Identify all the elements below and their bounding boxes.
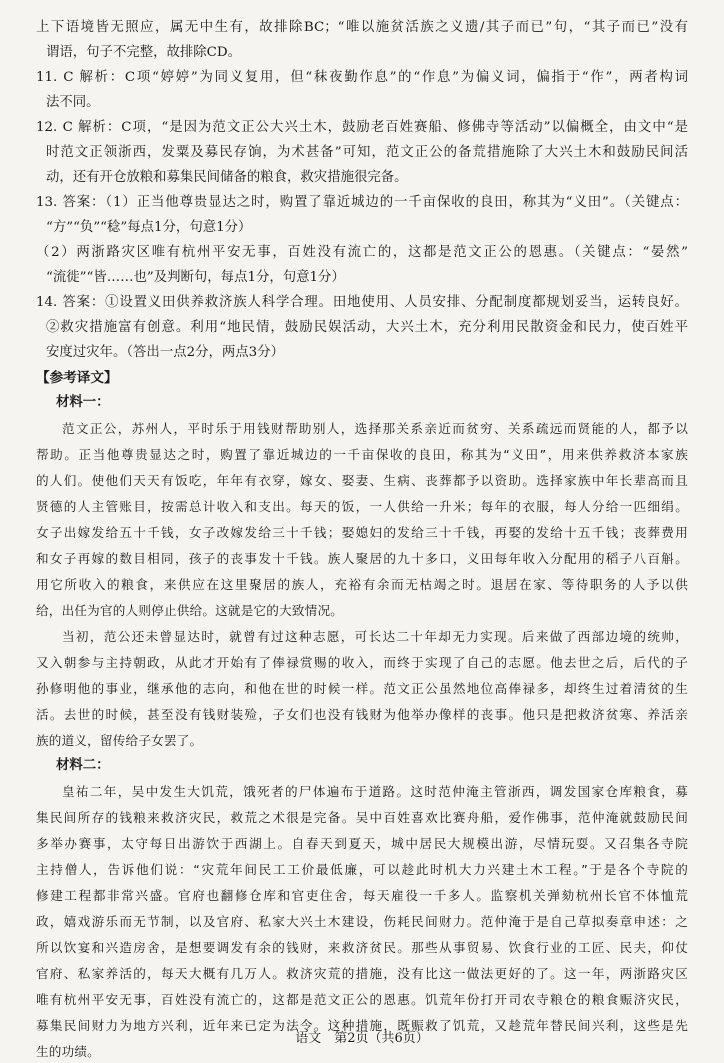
answer-line: 13. 答案：（1）正当他尊贵显达之时，购置了靠近城边的一千亩保收的良田，称其为“义田”。（关键点： [36,195,688,210]
answer-line: 谓语，句子不完整，故排除CD。 [46,45,242,60]
translation-line: 贤德的人主管账目，按需总计收入和支出。每天的饭，一人供给一升米；每年的衣服，每人分给一匹细绢。 [36,499,688,514]
translation-line: 生的功绩。 [36,1044,100,1059]
answer-line: 法不同。 [46,95,100,110]
translation-line: 集民间所存的钱粮来救济灾民，救荒之术很是完备。吴中百姓喜欢比赛舟船，爱作佛事，范仲淹就鼓励民间 [36,810,688,825]
answer-line: （2）两浙路灾区唯有杭州平安无事，百姓没有流亡的，这都是范文正公的恩惠。（关键点：“晏然” [36,245,688,260]
answer-line: ②救灾措施富有创意。利用“地民情，鼓励民娱活动，大兴土木，充分利用民散资金和民力，使百姓平 [46,320,688,335]
translation-line: 皇祐二年，吴中发生大饥荒，饿死者的尸体遍布于道路。这时范仲淹主管浙西，调发国家仓库粮食，募 [62,784,688,799]
page-footer: 语文 第2页（共6页） [295,1031,429,1046]
answer-line: 安度过灾年。（答出一点2分，两点3分） [46,345,284,360]
answer-line: 12. C 解析：C项，“是因为范文正公大兴土木，鼓励老百姓赛船、修佛寺等活动”以偏概全，由文中“是 [36,120,688,135]
translation-line: 主持僧人，告诉他们说：“灾荒年间民工工价最低廉，可以趁此时机大力兴建土木工程。”于是各个寺院的 [36,862,688,877]
translation-line: 唯有杭州平安无事，百姓没有流亡的，这都是范文正公的恩惠。饥荒年份打开司农寺粮仓的粮食赈济灾民， [36,992,688,1007]
answer-line: 上下语境皆无照应，属无中生有，故排除BC；“唯以施贫活族之义遗/其子而已”句，“其子而已”没有 [36,20,688,35]
translation-line: 又入朝参与主持朝政，从此才开始有了俸禄赏赐的收入，而终于实现了自己的志愿。他去世之后，后代的子 [36,655,688,670]
translation-line: 范文正公，苏州人，平时乐于用钱财帮助别人，选择那关系亲近而贫穷、关系疏远而贤能的人，都予以 [62,421,688,436]
material2-title: 材料二： [56,758,110,773]
answer-line: 11. C 解析：C项“婷婷”为同义复用，但“秣夜勤作息”的“作息”为偏义词，偏指于“作”，两者构词 [36,70,688,85]
translation-line: 和女子再嫁的数目相同，孩子的丧事发十千钱。族人聚居的九十多口，义田每年收入分配用的稻子八百斛。 [36,551,688,566]
answer-line: “流徙”“皆……也”及判断句，每点1分，句意1分） [46,270,345,285]
translation-line: 女子出嫁发给五十千钱，女子改嫁发给三十千钱；娶媳妇的发给三十千钱，再娶的发给十五千钱；丧葬费用 [36,525,688,540]
answer-line: 14. 答案：①设置义田供养救济族人科学合理。田地使用、人员安排、分配制度都规划妥当，运转良好。 [36,295,688,310]
translation-line: 募集民间财力为地方兴利，近年来已定为法令。这种措施，既赈救了饥荒，又趁荒年替民间兴利，这些是先 [36,1018,688,1033]
translation-line: 给，出任为官的人则停止供给。这就是它的大致情况。 [36,603,344,618]
translation-line: 政，嬉戏游乐而无节制，以及官府、私家大兴土木建设，伤耗民间财力。范仲淹于是自己草拟奏章申述：之 [36,914,688,929]
translation-heading: 【参考译文】 [36,370,118,386]
answer-line: “方”“负”“稔”每点1分，句意1分） [46,220,252,235]
translation-line: 活。去世的时候，甚至没有钱财装殓，子女们也没有钱财为他举办像样的丧事。他只是把救济贫寒、养活亲 [36,707,688,722]
answer-line: 时范文正领浙西，发粟及募民存饷，为术甚备”可知，范文正公的备荒措施除了大兴土木和鼓励民间活 [46,145,688,160]
answer-section [36,18,688,363]
translation-line: 帮助。正当他尊贵显达之时，购置了靠近城边的一千亩保收的良田，称其为“义田”，用来供养救济本家族 [36,447,688,462]
answer-line: 动，还有开仓放粮和募集民间储备的粮食，救灾措施很完备。 [46,170,408,185]
material1-title: 材料一： [56,395,110,410]
translation-line: 孙修明他的事业，继承他的志向，和他在世的时候一样。范文正公虽然地位高俸禄多，却终生过着清贫的生 [36,681,688,696]
translation-line: 族的道义，留传给子女罢了。 [36,733,203,748]
translation-section [36,368,688,1063]
translation-line: 官府、私家养活的，每天大概有几万人。救济灾荒的措施，没有比这一做法更好的了。这一年，两浙路灾区 [36,966,688,981]
translation-line: 的人们。使他们天天有饭吃，年年有衣穿，嫁女、娶妻、生病、丧葬都予以资助。选择家族中年长辈高而且 [36,473,688,488]
translation-line: 修建工程都非常兴盛。官府也翻修仓库和官吏住舍，每天雇役一千多人。监察机关弹劾杭州长官不体恤荒 [36,888,688,903]
translation-line: 所以饮宴和兴造房舍，是想要调发有余的钱财，来救济贫民。那些从事贸易、饮食行业的工匠、民夫，仰仗 [36,940,688,955]
translation-line: 当初，范公还未曾显达时，就曾有过这种志愿，可长达二十年却无力实现。后来做了西部边境的统帅， [62,629,688,644]
translation-line: 用它所收入的粮食，来供应在这里聚居的族人，充裕有余而无枯竭之时。退居在家、等待职务的人予以供 [36,577,688,592]
translation-line: 多举办赛事，太守每日出游饮于西湖上。自春天到夏天，城中居民大规模出游，尽情玩耍。又召集各寺院 [36,836,688,851]
